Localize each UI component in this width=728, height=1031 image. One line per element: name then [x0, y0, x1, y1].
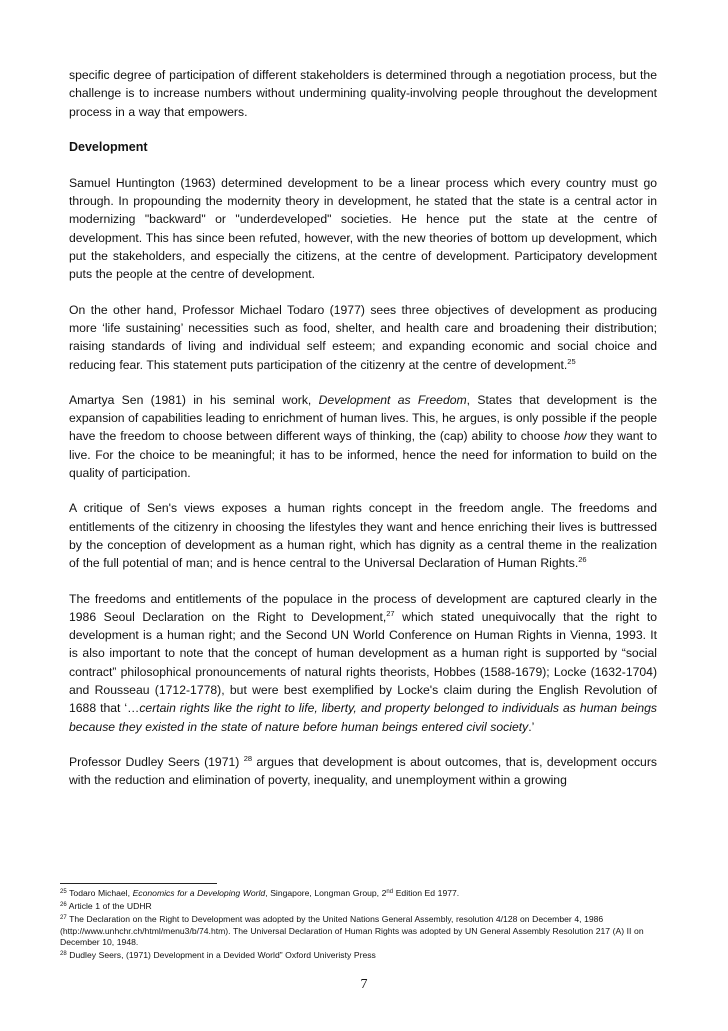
paragraph-todaro: [69, 301, 657, 374]
footnote-text: Dudley Seers, (1971) Development in a Devided World” Oxford Univeristy Press: [66, 950, 376, 961]
paragraph-text: A critique of Sen's views exposes a human rights concept in the freedom angle. The freedoms and entitlements of the citizenry in choosing the lifestyles they want and hence enriching their lives is buttressed by the conception of development as a human right, which has dignity as a central theme in the realization of the full potential of man; and is hence central to the Universal Declaration of Human Rights.: [69, 501, 657, 571]
emphasis: how: [563, 429, 587, 444]
paragraph-participation: [69, 66, 657, 121]
footnote-25: [60, 888, 658, 900]
footnote-text: Todaro Michael,: [66, 888, 133, 898]
footnote-28: [60, 950, 658, 962]
footnote-ref-25: 25: [567, 356, 576, 366]
paragraph-huntington: [69, 174, 657, 284]
footnote-27: [60, 914, 658, 949]
footnote-number: 26: [60, 902, 67, 909]
paragraph-text: .’: [528, 719, 535, 734]
page-number: 7: [360, 977, 368, 992]
paragraph-freedoms: [69, 590, 657, 736]
paragraph-text: On the other hand, Professor Michael Todaro (1977) sees three objectives of development as producing more ‘life sustaining’ necessities such as food, shelter, and health care and broadening their distribution; raising standards of living and individual self esteem; and expanding economic and social choice and reducing fear. This statement puts participation of the citizenry at the centre of development.: [69, 302, 657, 372]
paragraph-text: Amartya Sen (1981) in his seminal work,: [69, 392, 319, 407]
paragraph-text: , States that development is the expansion of capabilities leading to enrichment of human lives. This, he argues, is only possible if the people have the freedom to choose between different ways of thinking, the (cap) ability to choose: [69, 392, 657, 444]
footnote-separator: [60, 883, 217, 884]
ordinal-suffix: nd: [386, 889, 394, 895]
paragraph-text: The freedoms and entitlements of the populace in the process of development are captured clearly in the 1986 Seoul Declaration on the Right to Development,: [69, 591, 657, 624]
footnote-ref-27: 27: [386, 608, 395, 618]
footnote-text: The Declaration on the Right to Development was adopted by the United Nations General Assembly, resolution 4/128 on December 4, 1986 (http://www.unhchr.ch/html/menu3/b/74.htm). The Universal Declaration of Human Rights was adopted by UN General Assembly Resolution 217 (A) II on December 10, 1948.: [60, 914, 644, 948]
paragraph-sen: [69, 391, 657, 482]
footnote-book-title: Economics for a Developing World: [132, 888, 266, 898]
paragraph-text: specific degree of participation of different stakeholders is determined through a negotiation process, but the challenge is to increase numbers without undermining quality-involving people throughout the development process in a way that empowers.: [69, 68, 657, 119]
footnote-ref-28: 28: [243, 753, 253, 763]
document-body: [69, 66, 657, 790]
footnote-26: [60, 901, 658, 913]
footnote-text: , Singapore, Longman Group, 2: [265, 888, 387, 898]
footnotes: [60, 888, 658, 964]
book-title: Development as Freedom: [318, 392, 467, 407]
paragraph-text: Professor Dudley Seers (1971): [69, 754, 244, 769]
paragraph-critique: [69, 499, 657, 572]
footnote-number: 28: [60, 951, 67, 958]
section-heading: Development: [69, 139, 148, 154]
footnote-text: Article 1 of the UDHR: [66, 901, 152, 912]
paragraph-text: Samuel Huntington (1963) determined development to be a linear process which every country must go through. In propounding the modernity theory in development, he stated that the state is a central actor in modernizing "backward" or "underdeveloped" societies. He hence put the state at the centre of development. This has since been refuted, however, with the new theories of bottom up development, which put the stakeholders, and especially the citizens, at the centre of development. Participatory development puts the people at the centre of development.: [69, 175, 657, 282]
footnote-number: 25: [60, 889, 67, 895]
footnote-number: 27: [60, 915, 67, 922]
locke-quote: certain rights like the right to life, liberty, and property belonged to individuals as human beings because they existed in the state of nature before human beings entered civil society: [69, 701, 657, 734]
paragraph-text: they want to live. For the choice to be meaningful; it has to be informed, hence the need for information to build on the quality of participation.: [69, 429, 658, 481]
footnote-text: Edition Ed 1977.: [393, 888, 460, 898]
paragraph-text: which stated unequivocally that the right to development is a human right; and the Second UN World Conference on Human Rights in Vienna, 1993. It is also important to note that the concept of human development as a human right is supported by “social contract” philosophical pronouncements of natural rights theorists, Hobbes (1588-1679); Locke (1632-1704) and Rousseau (1712-1778), but were best exemplified by Locke's claim during the English Revolution of 1688 that ‘…: [69, 609, 657, 716]
paragraph-text: argues that development is about outcomes, that is, development occurs with the reduction and elimination of poverty, inequality, and unemployment within a growing: [69, 754, 657, 788]
footnote-ref-26: 26: [578, 555, 587, 565]
paragraph-seers: [69, 753, 657, 790]
